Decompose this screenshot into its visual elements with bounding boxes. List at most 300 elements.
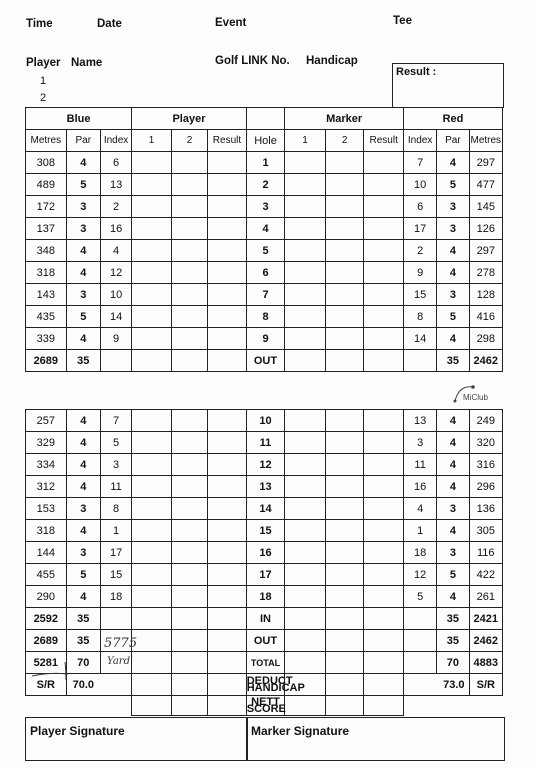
marker-result[interactable] (364, 240, 404, 262)
red-metres: 477 (469, 174, 502, 196)
red-metres: 128 (469, 284, 502, 306)
nett-player-1[interactable] (132, 696, 172, 716)
hole-number: 12 (246, 454, 285, 476)
blue-sr-label: S/R (26, 674, 67, 696)
marker-score-2[interactable] (325, 174, 364, 196)
marker-result[interactable] (364, 542, 404, 564)
col-red-metres: Metres (469, 130, 502, 152)
marker-score-1[interactable] (285, 520, 326, 542)
red-metres: 296 (469, 476, 502, 498)
total-marker-2[interactable] (325, 652, 364, 674)
blue-par: 3 (66, 218, 100, 240)
deduct-player-2[interactable] (171, 674, 207, 696)
hole-number: 15 (246, 520, 285, 542)
marker-result[interactable] (364, 306, 404, 328)
hole-row (26, 454, 503, 476)
player-result[interactable] (208, 306, 247, 328)
marker-score-2[interactable] (325, 520, 364, 542)
red-par: 3 (437, 498, 469, 520)
player-result[interactable] (208, 542, 247, 564)
marker-result[interactable] (364, 432, 404, 454)
blue-metres: 334 (26, 454, 67, 476)
marker-score-1[interactable] (285, 410, 326, 432)
player-score-2[interactable] (171, 520, 207, 542)
red-index: 7 (403, 152, 436, 174)
player-result[interactable] (208, 196, 247, 218)
red-par: 3 (437, 284, 469, 306)
red-par: 4 (437, 586, 469, 608)
col-red-par: Par (437, 130, 469, 152)
blue-index: 17 (100, 542, 131, 564)
total-blue-metres: 5281 (26, 652, 67, 674)
player-score-1[interactable] (132, 284, 172, 306)
blue-par: 4 (66, 240, 100, 262)
blue-par: 5 (66, 174, 100, 196)
player-result[interactable] (208, 520, 247, 542)
hole-row (26, 306, 503, 328)
red-metres: 422 (469, 564, 502, 586)
blue-index: 10 (100, 284, 131, 306)
marker-score-2[interactable] (325, 306, 364, 328)
in-player-1[interactable] (132, 608, 172, 630)
in-marker-result[interactable] (364, 608, 404, 630)
blue-par: 4 (66, 152, 100, 174)
hole-row (26, 410, 503, 432)
blue-metres: 318 (26, 262, 67, 284)
player-score-1[interactable] (132, 520, 172, 542)
player-score-2[interactable] (171, 284, 207, 306)
hole-row (26, 218, 503, 240)
out-total-red-metres: 2462 (469, 630, 502, 652)
miclub-logo (451, 381, 491, 405)
player-score-2[interactable] (171, 498, 207, 520)
red-index: 18 (403, 542, 436, 564)
player-score-2[interactable] (171, 476, 207, 498)
hole-row (26, 476, 503, 498)
hole-row (26, 586, 503, 608)
tee-label: Tee (393, 15, 412, 27)
hole-number: 13 (246, 476, 285, 498)
blue-index: 7 (100, 410, 131, 432)
hole-number: 9 (246, 328, 285, 350)
marker-score-1[interactable] (285, 174, 326, 196)
blue-par: 3 (66, 196, 100, 218)
in-marker-1[interactable] (285, 608, 326, 630)
marker-result[interactable] (364, 218, 404, 240)
out-total-marker-2[interactable] (325, 630, 364, 652)
in-player-2[interactable] (171, 608, 207, 630)
out-marker-2[interactable] (325, 350, 364, 372)
blue-metres: 329 (26, 432, 67, 454)
out-total-blue-metres: 2689 (26, 630, 67, 652)
blue-index: 16 (100, 218, 131, 240)
player-score-2[interactable] (171, 152, 207, 174)
red-metres: 297 (469, 240, 502, 262)
hole-row (26, 520, 503, 542)
marker-score-2[interactable] (325, 454, 364, 476)
blue-metres: 144 (26, 542, 67, 564)
marker-score-1[interactable] (285, 454, 326, 476)
player-result[interactable] (208, 240, 247, 262)
marker-score-2[interactable] (325, 240, 364, 262)
blue-index: 12 (100, 262, 131, 284)
out-total-player-1[interactable] (132, 630, 172, 652)
out-total-red-index (403, 630, 436, 652)
col-hole: Hole (246, 130, 285, 152)
hole-row (26, 152, 503, 174)
hole-number: 5 (246, 240, 285, 262)
handwritten-underline-mark (30, 662, 70, 682)
player-score-2[interactable] (171, 454, 207, 476)
nett-player-result[interactable] (208, 696, 247, 716)
player-result[interactable] (208, 284, 247, 306)
blue-par: 4 (66, 262, 100, 284)
player-score-2[interactable] (171, 564, 207, 586)
blue-metres: 137 (26, 218, 67, 240)
player-score-1[interactable] (132, 476, 172, 498)
blue-index: 11 (100, 476, 131, 498)
player-result[interactable] (208, 262, 247, 284)
red-sr-value: 73.0 (403, 674, 469, 696)
marker-result[interactable] (364, 586, 404, 608)
blue-metres: 435 (26, 306, 67, 328)
blue-index: 6 (100, 152, 131, 174)
blue-par: 4 (66, 410, 100, 432)
total-player-result[interactable] (208, 652, 247, 674)
hole-row (26, 498, 503, 520)
red-index: 8 (403, 306, 436, 328)
blue-sr-value: 70.0 (66, 674, 132, 696)
red-metres: 249 (469, 410, 502, 432)
player-score-1[interactable] (132, 196, 172, 218)
nett-marker-2[interactable] (325, 696, 364, 716)
red-metres: 316 (469, 454, 502, 476)
player-result[interactable] (208, 454, 247, 476)
red-index: 9 (403, 262, 436, 284)
player-score-2[interactable] (171, 218, 207, 240)
red-par: 3 (437, 196, 469, 218)
total-marker-result[interactable] (364, 652, 404, 674)
marker-score-1[interactable] (285, 476, 326, 498)
red-par: 4 (437, 328, 469, 350)
total-red-index (403, 652, 436, 674)
hole-row (26, 240, 503, 262)
hole-number: 2 (246, 174, 285, 196)
red-index: 11 (403, 454, 436, 476)
blue-par: 5 (66, 306, 100, 328)
hole-number: 7 (246, 284, 285, 306)
blue-metres: 308 (26, 152, 67, 174)
marker-score-2[interactable] (325, 284, 364, 306)
marker-score-1[interactable] (285, 542, 326, 564)
red-index: 5 (403, 586, 436, 608)
out-total-player-result[interactable] (208, 630, 247, 652)
total-blue-par: 70 (66, 652, 100, 674)
player-score-1[interactable] (132, 328, 172, 350)
marker-score-1[interactable] (285, 218, 326, 240)
player-score-1[interactable] (132, 152, 172, 174)
marker-score-2[interactable] (325, 262, 364, 284)
marker-score-1[interactable] (285, 586, 326, 608)
player-score-2[interactable] (171, 542, 207, 564)
red-par: 4 (437, 476, 469, 498)
out-blue-metres: 2689 (26, 350, 67, 372)
nett-blank-left (26, 696, 132, 716)
player-result[interactable] (208, 328, 247, 350)
player-score-1[interactable] (132, 174, 172, 196)
player-result[interactable] (208, 586, 247, 608)
blue-metres: 455 (26, 564, 67, 586)
out-player-1[interactable] (132, 350, 172, 372)
player-signature-box[interactable] (25, 717, 248, 761)
player-result[interactable] (208, 218, 247, 240)
player-result[interactable] (208, 432, 247, 454)
blue-metres: 143 (26, 284, 67, 306)
result-label: Result : (396, 66, 437, 78)
player-result[interactable] (208, 564, 247, 586)
nett-marker-1[interactable] (285, 696, 326, 716)
out-player-result[interactable] (208, 350, 247, 372)
player-score-2[interactable] (171, 328, 207, 350)
player-score-2[interactable] (171, 586, 207, 608)
deduct-player-result[interactable] (208, 674, 247, 696)
red-index: 2 (403, 240, 436, 262)
marker-score-2[interactable] (325, 196, 364, 218)
red-metres: 145 (469, 196, 502, 218)
marker-result[interactable] (364, 520, 404, 542)
marker-score-2[interactable] (325, 218, 364, 240)
out-red-par: 35 (437, 350, 469, 372)
marker-result[interactable] (364, 454, 404, 476)
marker-result[interactable] (364, 476, 404, 498)
marker-result[interactable] (364, 284, 404, 306)
out-blue-par: 35 (66, 350, 100, 372)
out-total-marker-result[interactable] (364, 630, 404, 652)
blue-index: 1 (100, 520, 131, 542)
hole-row (26, 262, 503, 284)
blue-par: 4 (66, 454, 100, 476)
marker-score-1[interactable] (285, 306, 326, 328)
player-number-2: 2 (40, 92, 47, 104)
marker-result[interactable] (364, 262, 404, 284)
marker-score-1[interactable] (285, 498, 326, 520)
marker-score-1[interactable] (285, 284, 326, 306)
player-header: Player (132, 108, 247, 130)
marker-result[interactable] (364, 196, 404, 218)
blue-par: 3 (66, 542, 100, 564)
hole-row (26, 432, 503, 454)
out-label: OUT (246, 350, 285, 372)
player-score-1[interactable] (132, 498, 172, 520)
total-label: TOTAL (246, 652, 285, 674)
marker-score-2[interactable] (325, 476, 364, 498)
event-label: Event (215, 17, 247, 29)
hole-number: 16 (246, 542, 285, 564)
in-red-index (403, 608, 436, 630)
player-score-2[interactable] (171, 174, 207, 196)
marker-score-2[interactable] (325, 542, 364, 564)
in-marker-2[interactable] (325, 608, 364, 630)
player-score-2[interactable] (171, 306, 207, 328)
hole-number: 6 (246, 262, 285, 284)
col-index: Index (100, 130, 131, 152)
blue-metres: 257 (26, 410, 67, 432)
col-par: Par (66, 130, 100, 152)
player-score-1[interactable] (132, 306, 172, 328)
back-nine-table (25, 409, 503, 716)
red-metres: 126 (469, 218, 502, 240)
player-result[interactable] (208, 174, 247, 196)
total-player-1[interactable] (132, 652, 172, 674)
marker-score-2[interactable] (325, 410, 364, 432)
red-par: 5 (437, 564, 469, 586)
marker-signature-label: Marker Signature (251, 724, 350, 738)
marker-score-2[interactable] (325, 564, 364, 586)
player-label: Player (26, 57, 61, 69)
marker-signature-box[interactable] (246, 717, 505, 761)
nett-marker-result[interactable] (364, 696, 404, 716)
in-player-result[interactable] (208, 608, 247, 630)
red-par: 3 (437, 218, 469, 240)
hole-spacer (246, 108, 285, 130)
total-red-metres: 4883 (469, 652, 502, 674)
player-score-1[interactable] (132, 240, 172, 262)
time-label: Time (26, 18, 53, 30)
blue-par: 4 (66, 476, 100, 498)
player-score-1[interactable] (132, 218, 172, 240)
marker-score-2[interactable] (325, 328, 364, 350)
player-result[interactable] (208, 152, 247, 174)
player-score-2[interactable] (171, 262, 207, 284)
marker-score-1[interactable] (285, 196, 326, 218)
marker-score-1[interactable] (285, 240, 326, 262)
player-score-1[interactable] (132, 586, 172, 608)
red-index: 10 (403, 174, 436, 196)
red-index: 4 (403, 498, 436, 520)
red-sr-label: S/R (469, 674, 502, 696)
marker-score-2[interactable] (325, 432, 364, 454)
red-metres: 136 (469, 498, 502, 520)
player-result[interactable] (208, 410, 247, 432)
red-index: 13 (403, 410, 436, 432)
deduct-player-1[interactable] (132, 674, 172, 696)
marker-score-1[interactable] (285, 262, 326, 284)
hole-row (26, 284, 503, 306)
total-red-par: 70 (437, 652, 469, 674)
marker-result[interactable] (364, 410, 404, 432)
red-metres: 297 (469, 152, 502, 174)
hole-number: 1 (246, 152, 285, 174)
red-par: 4 (437, 152, 469, 174)
player-score-1[interactable] (132, 542, 172, 564)
out-marker-result[interactable] (364, 350, 404, 372)
blue-index: 14 (100, 306, 131, 328)
red-metres: 305 (469, 520, 502, 542)
blue-par: 4 (66, 328, 100, 350)
nett-player-2[interactable] (171, 696, 207, 716)
hole-number: 10 (246, 410, 285, 432)
out-blue-index (100, 350, 131, 372)
blue-metres: 312 (26, 476, 67, 498)
player-score-2[interactable] (171, 240, 207, 262)
deduct-marker-2[interactable] (325, 674, 364, 696)
red-index: 16 (403, 476, 436, 498)
hole-row (26, 328, 503, 350)
red-par: 4 (437, 454, 469, 476)
player-signature-label: Player Signature (30, 724, 125, 738)
red-index: 14 (403, 328, 436, 350)
out-player-2[interactable] (171, 350, 207, 372)
blue-metres: 318 (26, 520, 67, 542)
player-score-1[interactable] (132, 432, 172, 454)
red-index: 6 (403, 196, 436, 218)
player-score-1[interactable] (132, 454, 172, 476)
marker-result[interactable] (364, 174, 404, 196)
in-blue-index (100, 608, 131, 630)
player-result[interactable] (208, 498, 247, 520)
col-marker-2: 2 (325, 130, 364, 152)
player-score-1[interactable] (132, 564, 172, 586)
player-result[interactable] (208, 476, 247, 498)
marker-score-2[interactable] (325, 586, 364, 608)
deduct-marker-result[interactable] (364, 674, 404, 696)
red-metres: 261 (469, 586, 502, 608)
total-player-2[interactable] (171, 652, 207, 674)
handwritten-yardage: 5775 (104, 636, 138, 651)
blue-index: 18 (100, 586, 131, 608)
red-par: 4 (437, 240, 469, 262)
out-total-marker-1[interactable] (285, 630, 326, 652)
hole-row (26, 174, 503, 196)
red-index: 12 (403, 564, 436, 586)
player-score-2[interactable] (171, 432, 207, 454)
marker-score-1[interactable] (285, 328, 326, 350)
result-box[interactable] (392, 63, 504, 108)
out-total-player-2[interactable] (171, 630, 207, 652)
blue-metres: 339 (26, 328, 67, 350)
marker-score-1[interactable] (285, 152, 326, 174)
player-score-1[interactable] (132, 262, 172, 284)
total-marker-1[interactable] (285, 652, 326, 674)
out-marker-1[interactable] (285, 350, 326, 372)
red-par: 4 (437, 262, 469, 284)
handwritten-unit: Yard (107, 656, 130, 667)
blue-metres: 172 (26, 196, 67, 218)
in-blue-par: 35 (66, 608, 100, 630)
marker-result[interactable] (364, 498, 404, 520)
player-score-2[interactable] (171, 410, 207, 432)
marker-result[interactable] (364, 152, 404, 174)
marker-result[interactable] (364, 328, 404, 350)
player-score-2[interactable] (171, 196, 207, 218)
blue-index: 5 (100, 432, 131, 454)
blue-metres: 153 (26, 498, 67, 520)
deduct-handicap-label: DEDUCT HANDICAP (246, 674, 305, 694)
blue-index: 13 (100, 174, 131, 196)
date-label: Date (97, 18, 122, 30)
golf-link-label: Golf LINK No. (215, 55, 290, 67)
in-red-par: 35 (437, 608, 469, 630)
red-index: 3 (403, 432, 436, 454)
marker-score-2[interactable] (325, 498, 364, 520)
col-player-result: Result (208, 130, 247, 152)
marker-score-1[interactable] (285, 432, 326, 454)
marker-result[interactable] (364, 564, 404, 586)
blue-par: 3 (66, 284, 100, 306)
marker-score-2[interactable] (325, 152, 364, 174)
marker-score-1[interactable] (285, 564, 326, 586)
player-score-1[interactable] (132, 410, 172, 432)
